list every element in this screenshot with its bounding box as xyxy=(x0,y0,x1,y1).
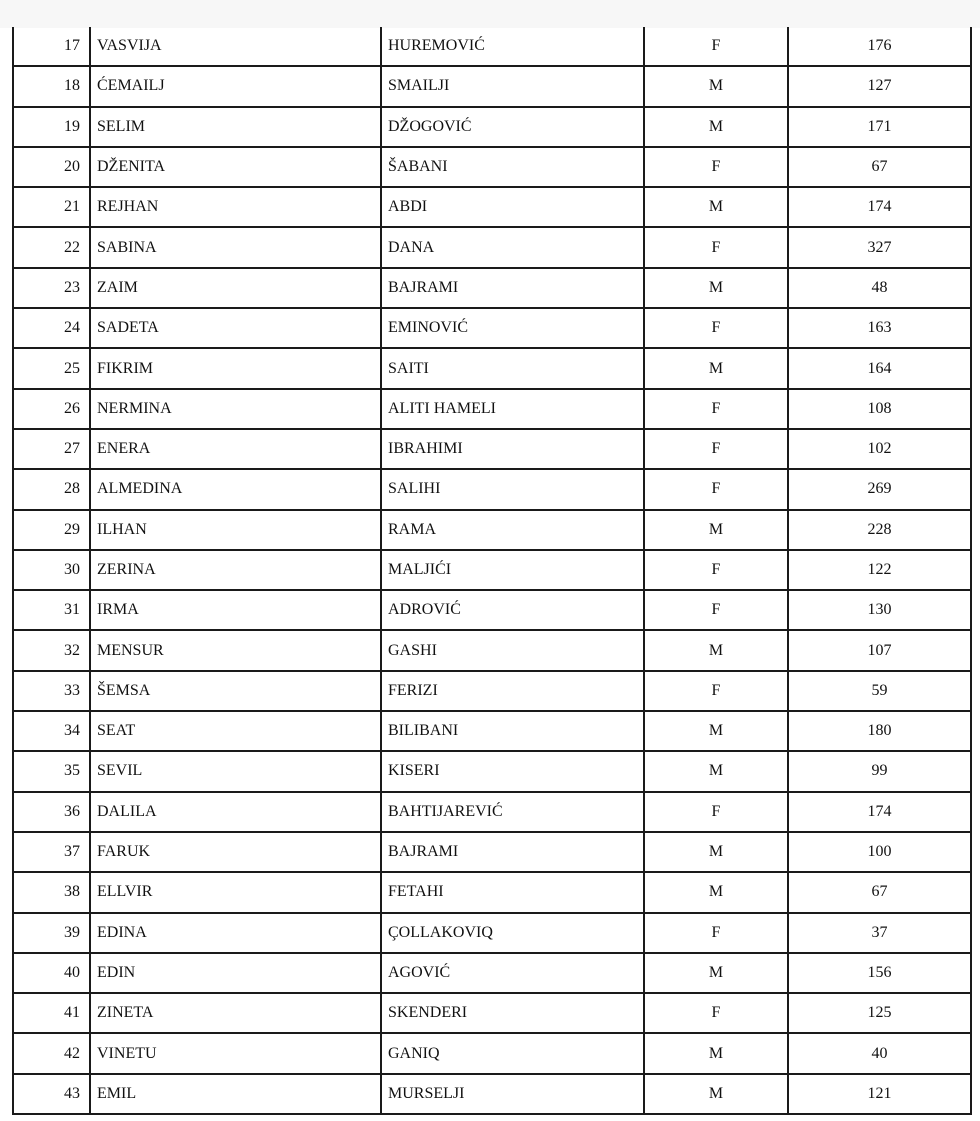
table-row xyxy=(13,630,971,670)
table-row xyxy=(13,913,971,953)
last-name-cell: SAITI xyxy=(381,348,644,388)
table-row xyxy=(13,832,971,872)
table-row xyxy=(13,953,971,993)
first-name-cell: VASVIJA xyxy=(90,27,381,66)
votes-cell: 176 xyxy=(788,27,971,66)
sex-cell: F xyxy=(644,792,788,832)
table-row xyxy=(13,590,971,630)
sex-cell: M xyxy=(644,187,788,227)
table-row xyxy=(13,671,971,711)
table-row xyxy=(13,389,971,429)
first-name-cell: ĆEMAILJ xyxy=(90,66,381,106)
votes-cell: 48 xyxy=(788,268,971,308)
votes-cell: 130 xyxy=(788,590,971,630)
sex-cell: M xyxy=(644,510,788,550)
candidate-table xyxy=(12,27,972,1115)
sex-cell: F xyxy=(644,590,788,630)
first-name-cell: ZERINA xyxy=(90,550,381,590)
table-row xyxy=(13,1074,971,1114)
table-row xyxy=(13,348,971,388)
last-name-cell: GASHI xyxy=(381,630,644,670)
sex-cell: F xyxy=(644,469,788,509)
row-number: 28 xyxy=(13,469,90,509)
votes-cell: 174 xyxy=(788,792,971,832)
last-name-cell: ÇOLLAKOVIQ xyxy=(381,913,644,953)
row-number: 21 xyxy=(13,187,90,227)
first-name-cell: EDIN xyxy=(90,953,381,993)
last-name-cell: AGOVIĆ xyxy=(381,953,644,993)
row-number: 29 xyxy=(13,510,90,550)
last-name-cell: RAMA xyxy=(381,510,644,550)
table-row xyxy=(13,550,971,590)
last-name-cell: SALIHI xyxy=(381,469,644,509)
table-row xyxy=(13,469,971,509)
first-name-cell: ENERA xyxy=(90,429,381,469)
first-name-cell: ALMEDINA xyxy=(90,469,381,509)
votes-cell: 108 xyxy=(788,389,971,429)
votes-cell: 174 xyxy=(788,187,971,227)
last-name-cell: BAJRAMI xyxy=(381,268,644,308)
row-number: 38 xyxy=(13,872,90,912)
last-name-cell: BAHTIJAREVIĆ xyxy=(381,792,644,832)
sex-cell: M xyxy=(644,268,788,308)
sex-cell: F xyxy=(644,913,788,953)
votes-cell: 163 xyxy=(788,308,971,348)
first-name-cell: ILHAN xyxy=(90,510,381,550)
last-name-cell: IBRAHIMI xyxy=(381,429,644,469)
row-number: 41 xyxy=(13,993,90,1033)
sex-cell: M xyxy=(644,107,788,147)
first-name-cell: REJHAN xyxy=(90,187,381,227)
first-name-cell: DALILA xyxy=(90,792,381,832)
votes-cell: 37 xyxy=(788,913,971,953)
votes-cell: 127 xyxy=(788,66,971,106)
first-name-cell: SADETA xyxy=(90,308,381,348)
table-row xyxy=(13,187,971,227)
first-name-cell: SELIM xyxy=(90,107,381,147)
row-number: 26 xyxy=(13,389,90,429)
first-name-cell: VINETU xyxy=(90,1033,381,1073)
first-name-cell: SABINA xyxy=(90,227,381,267)
table-row xyxy=(13,711,971,751)
last-name-cell: ALITI HAMELI xyxy=(381,389,644,429)
sex-cell: F xyxy=(644,308,788,348)
last-name-cell: ADROVIĆ xyxy=(381,590,644,630)
table-row xyxy=(13,510,971,550)
candidate-table-body xyxy=(13,27,971,1114)
sex-cell: M xyxy=(644,348,788,388)
first-name-cell: ŠEMSA xyxy=(90,671,381,711)
sex-cell: F xyxy=(644,227,788,267)
row-number: 18 xyxy=(13,66,90,106)
votes-cell: 40 xyxy=(788,1033,971,1073)
table-row xyxy=(13,751,971,791)
votes-cell: 107 xyxy=(788,630,971,670)
table-row xyxy=(13,227,971,267)
last-name-cell: EMINOVIĆ xyxy=(381,308,644,348)
sex-cell: F xyxy=(644,27,788,66)
votes-cell: 122 xyxy=(788,550,971,590)
last-name-cell: ABDI xyxy=(381,187,644,227)
table-row xyxy=(13,268,971,308)
votes-cell: 67 xyxy=(788,872,971,912)
votes-cell: 59 xyxy=(788,671,971,711)
last-name-cell: MURSELJI xyxy=(381,1074,644,1114)
sex-cell: M xyxy=(644,953,788,993)
row-number: 27 xyxy=(13,429,90,469)
row-number: 34 xyxy=(13,711,90,751)
first-name-cell: IRMA xyxy=(90,590,381,630)
votes-cell: 180 xyxy=(788,711,971,751)
table-row xyxy=(13,147,971,187)
row-number: 33 xyxy=(13,671,90,711)
sex-cell: M xyxy=(644,751,788,791)
row-number: 32 xyxy=(13,630,90,670)
votes-cell: 171 xyxy=(788,107,971,147)
first-name-cell: EMIL xyxy=(90,1074,381,1114)
last-name-cell: HUREMOVIĆ xyxy=(381,27,644,66)
row-number: 37 xyxy=(13,832,90,872)
sex-cell: F xyxy=(644,389,788,429)
sex-cell: M xyxy=(644,711,788,751)
votes-cell: 228 xyxy=(788,510,971,550)
last-name-cell: ŠABANI xyxy=(381,147,644,187)
last-name-cell: BILIBANI xyxy=(381,711,644,751)
votes-cell: 164 xyxy=(788,348,971,388)
table-row xyxy=(13,66,971,106)
row-number: 24 xyxy=(13,308,90,348)
row-number: 42 xyxy=(13,1033,90,1073)
first-name-cell: SEVIL xyxy=(90,751,381,791)
row-number: 30 xyxy=(13,550,90,590)
last-name-cell: MALJIĆI xyxy=(381,550,644,590)
last-name-cell: SMAILJI xyxy=(381,66,644,106)
sex-cell: M xyxy=(644,630,788,670)
votes-cell: 156 xyxy=(788,953,971,993)
votes-cell: 99 xyxy=(788,751,971,791)
sex-cell: F xyxy=(644,671,788,711)
first-name-cell: MENSUR xyxy=(90,630,381,670)
row-number: 36 xyxy=(13,792,90,832)
sex-cell: M xyxy=(644,1074,788,1114)
row-number: 39 xyxy=(13,913,90,953)
sex-cell: M xyxy=(644,832,788,872)
last-name-cell: FETAHI xyxy=(381,872,644,912)
first-name-cell: EDINA xyxy=(90,913,381,953)
votes-cell: 125 xyxy=(788,993,971,1033)
row-number: 35 xyxy=(13,751,90,791)
first-name-cell: ZAIM xyxy=(90,268,381,308)
first-name-cell: ELLVIR xyxy=(90,872,381,912)
last-name-cell: DANA xyxy=(381,227,644,267)
row-number: 22 xyxy=(13,227,90,267)
first-name-cell: DŽENITA xyxy=(90,147,381,187)
row-number: 20 xyxy=(13,147,90,187)
sex-cell: F xyxy=(644,147,788,187)
row-number: 23 xyxy=(13,268,90,308)
last-name-cell: FERIZI xyxy=(381,671,644,711)
sex-cell: F xyxy=(644,993,788,1033)
table-row xyxy=(13,872,971,912)
votes-cell: 121 xyxy=(788,1074,971,1114)
last-name-cell: DŽOGOVIĆ xyxy=(381,107,644,147)
table-row xyxy=(13,1033,971,1073)
sex-cell: M xyxy=(644,66,788,106)
table-row xyxy=(13,27,971,66)
sex-cell: M xyxy=(644,1033,788,1073)
sex-cell: M xyxy=(644,872,788,912)
votes-cell: 327 xyxy=(788,227,971,267)
row-number: 31 xyxy=(13,590,90,630)
votes-cell: 269 xyxy=(788,469,971,509)
last-name-cell: SKENDERI xyxy=(381,993,644,1033)
last-name-cell: BAJRAMI xyxy=(381,832,644,872)
votes-cell: 100 xyxy=(788,832,971,872)
row-number: 43 xyxy=(13,1074,90,1114)
first-name-cell: FARUK xyxy=(90,832,381,872)
votes-cell: 102 xyxy=(788,429,971,469)
first-name-cell: NERMINA xyxy=(90,389,381,429)
row-number: 40 xyxy=(13,953,90,993)
row-number: 17 xyxy=(13,27,90,66)
first-name-cell: ZINETA xyxy=(90,993,381,1033)
last-name-cell: KISERI xyxy=(381,751,644,791)
sex-cell: F xyxy=(644,429,788,469)
table-row xyxy=(13,792,971,832)
table-row xyxy=(13,429,971,469)
first-name-cell: FIKRIM xyxy=(90,348,381,388)
first-name-cell: SEAT xyxy=(90,711,381,751)
table-row xyxy=(13,993,971,1033)
row-number: 25 xyxy=(13,348,90,388)
row-number: 19 xyxy=(13,107,90,147)
last-name-cell: GANIQ xyxy=(381,1033,644,1073)
table-row xyxy=(13,308,971,348)
votes-cell: 67 xyxy=(788,147,971,187)
sex-cell: F xyxy=(644,550,788,590)
table-row xyxy=(13,107,971,147)
